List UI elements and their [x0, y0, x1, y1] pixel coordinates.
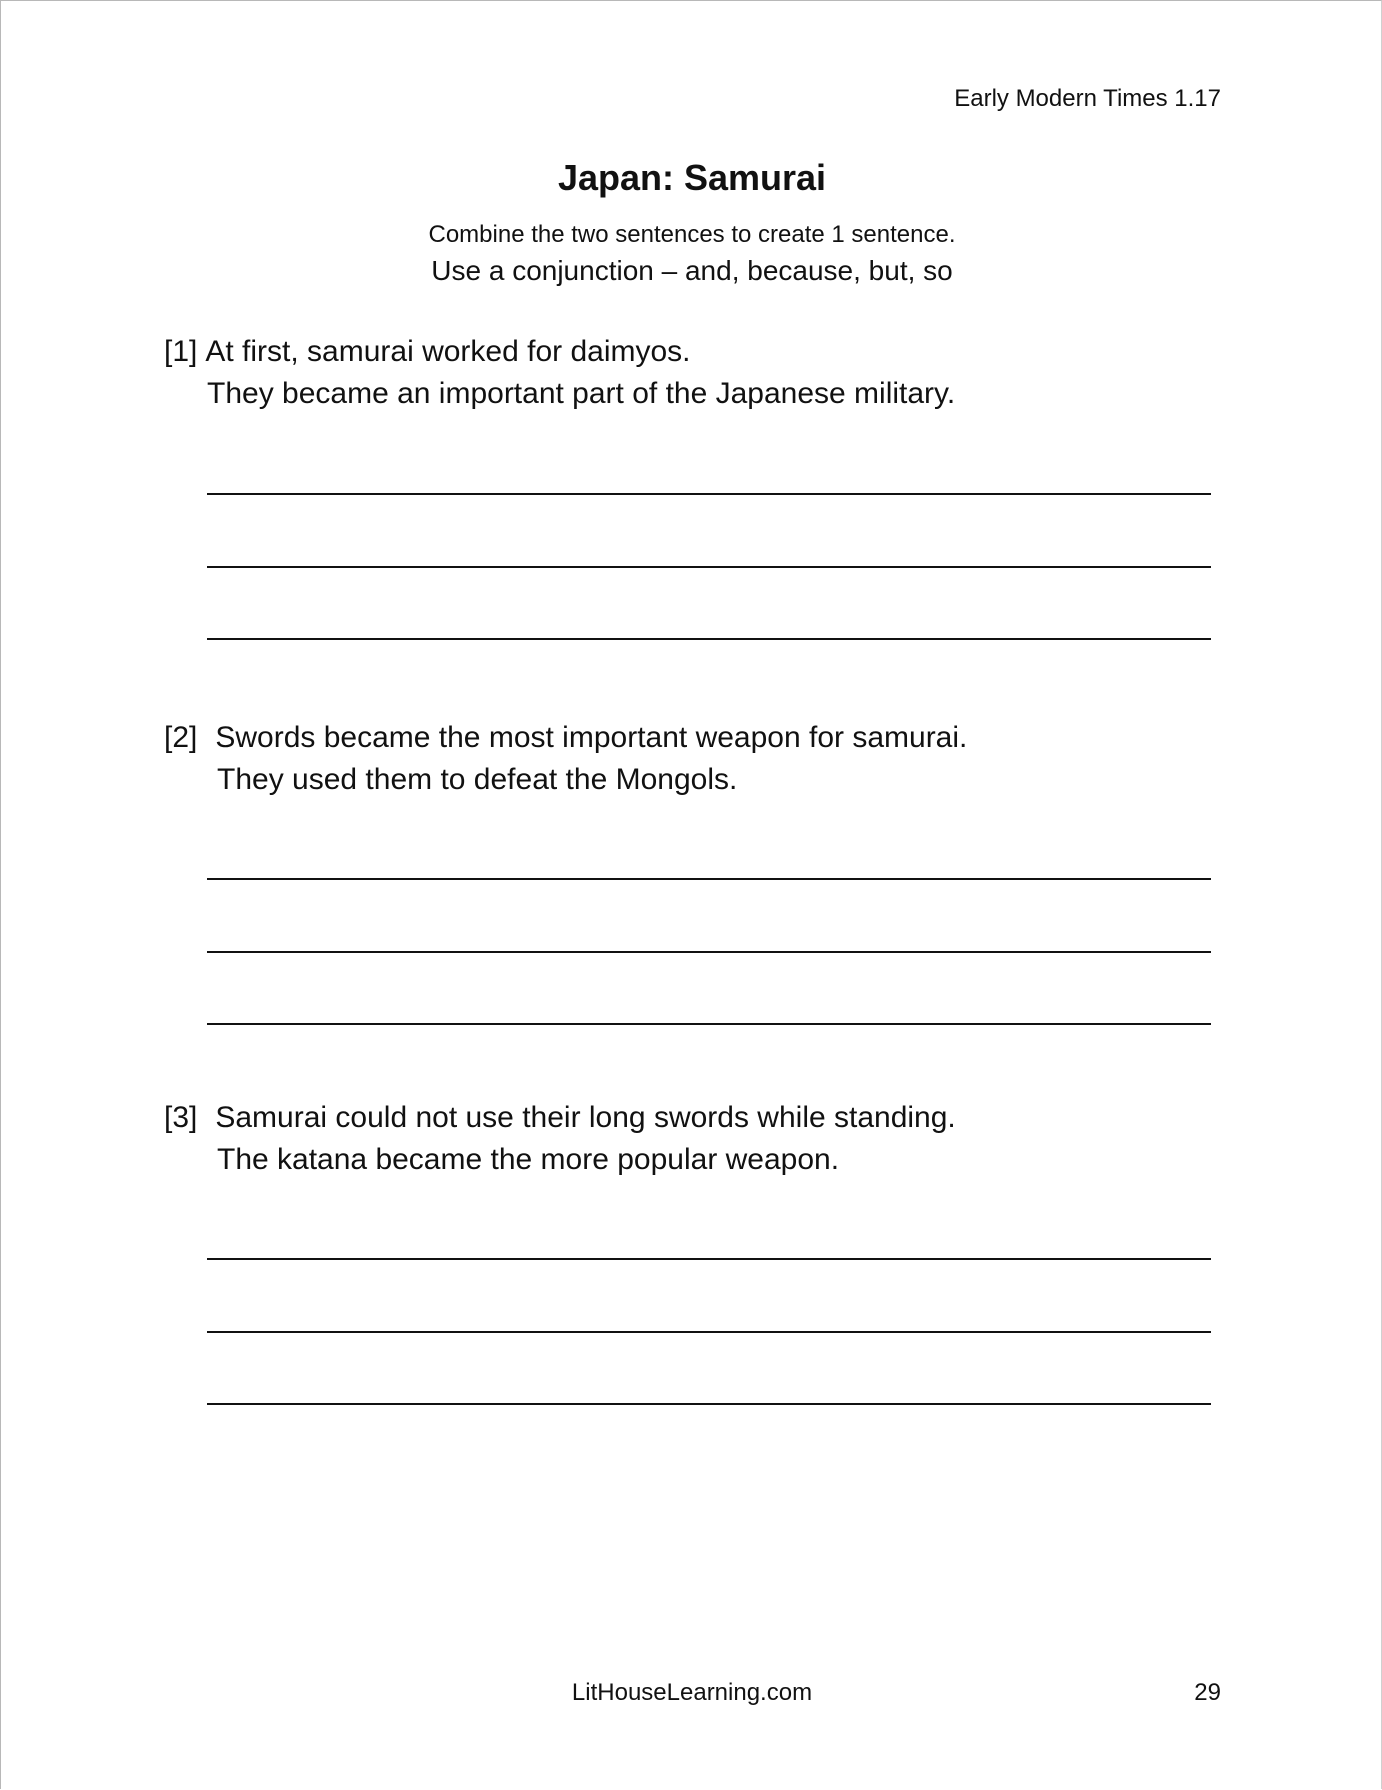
question-sentence-2: The katana became the more popular weapon. [217, 1143, 840, 1176]
page-title: Japan: Samurai [557, 157, 827, 198]
question-sentence-2: They used them to defeat the Mongols. [217, 763, 738, 796]
answer-line[interactable] [207, 951, 1211, 953]
answer-line[interactable] [207, 566, 1211, 568]
question-sentence-1: Samurai could not use their long swords while standing. [215, 1101, 956, 1134]
answer-line[interactable] [207, 1403, 1211, 1405]
answer-line[interactable] [207, 493, 1211, 495]
question-sentence-1: At first, samurai worked for daimyos. [205, 335, 691, 368]
page-number: 29 [1194, 1679, 1221, 1706]
footer-website: LitHouseLearning.com [571, 1679, 813, 1706]
question-number: [2] [164, 721, 198, 754]
course-label: Early Modern Times 1.17 [954, 85, 1221, 112]
question-3 [164, 1097, 956, 1181]
answer-line[interactable] [207, 878, 1211, 880]
question-number: [3] [164, 1101, 198, 1134]
question-2 [164, 717, 967, 801]
instruction-line-2: Use a conjunction – and, because, but, so [431, 255, 953, 286]
answer-line[interactable] [207, 638, 1211, 640]
answer-line[interactable] [207, 1023, 1211, 1025]
question-1 [164, 331, 955, 415]
answer-line[interactable] [207, 1258, 1211, 1260]
instruction-line-1: Combine the two sentences to create 1 sentence. [428, 221, 956, 248]
question-sentence-1: Swords became the most important weapon for samurai. [215, 721, 968, 754]
answer-line[interactable] [207, 1331, 1211, 1333]
question-number: [1] [164, 335, 198, 368]
question-sentence-2: They became an important part of the Japanese military. [207, 377, 956, 410]
